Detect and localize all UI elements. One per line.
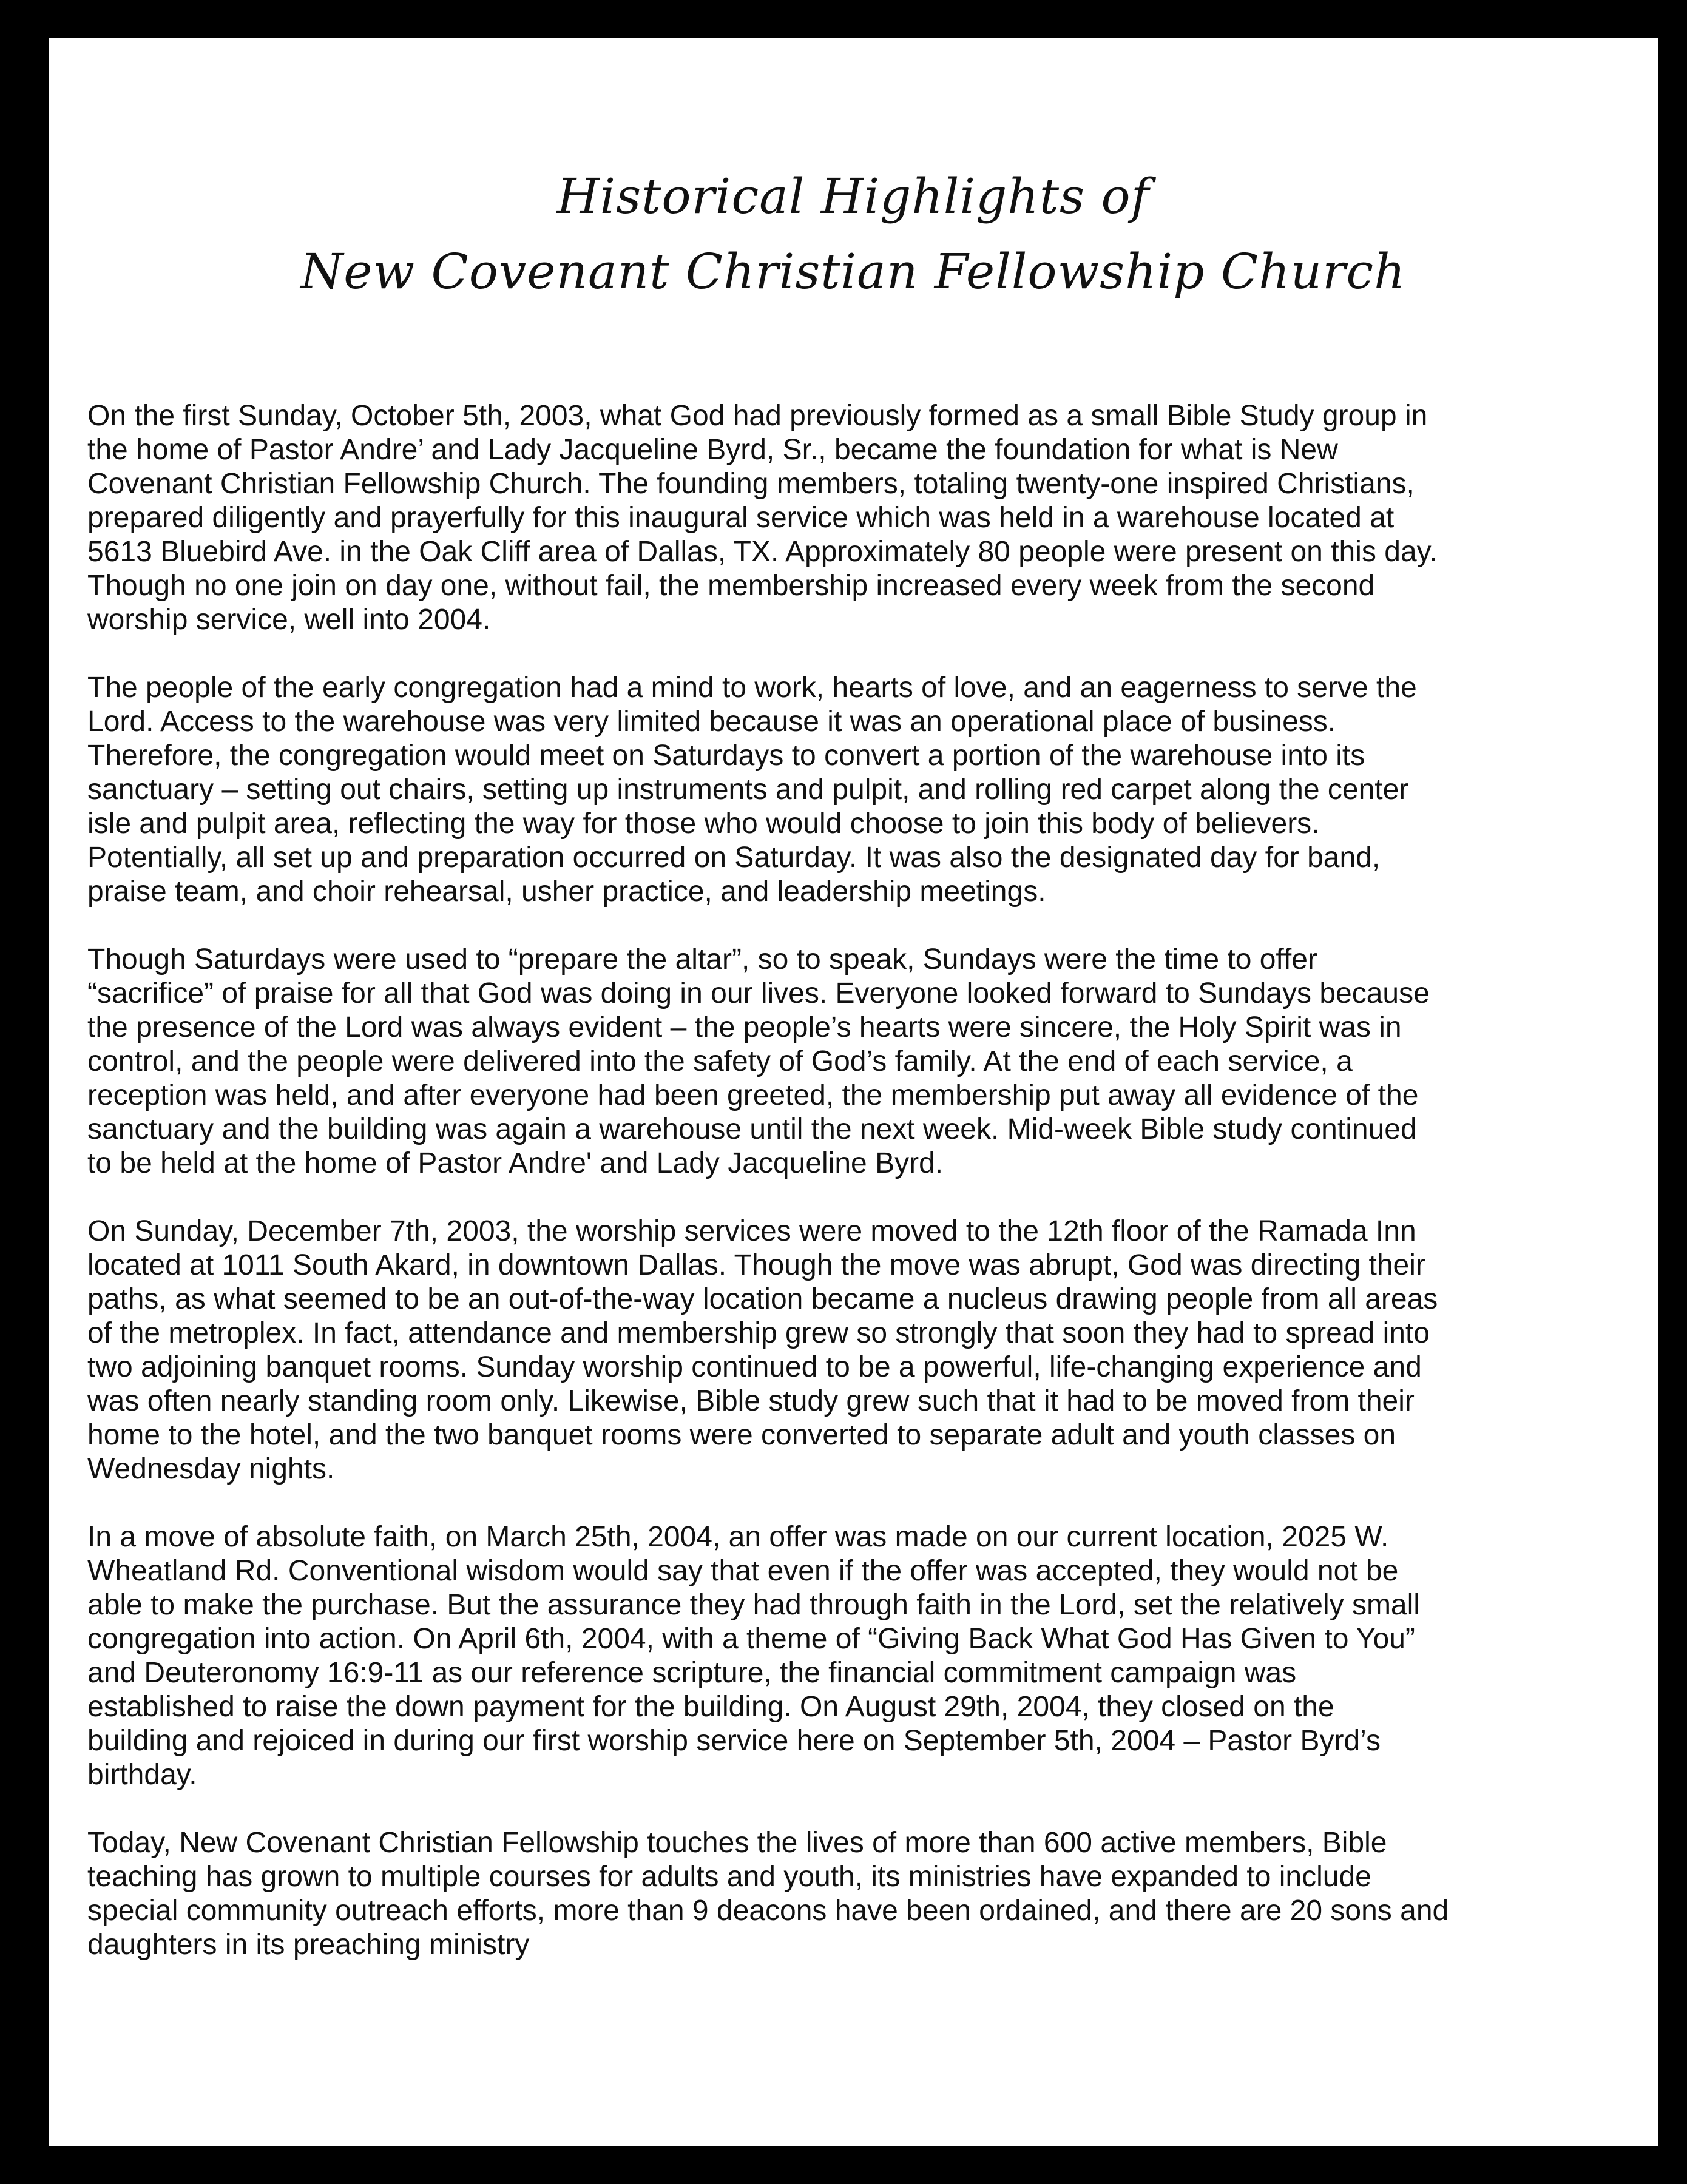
title-line-2: New Covenant Christian Fellowship Church — [300, 243, 1406, 300]
text-line: was often nearly standing room only. Likewise, Bible study grew such that it had to be moved from their — [87, 1385, 1415, 1417]
text-line: “sacrifice” of praise for all that God was doing in our lives. Everyone looked forward to Sundays because — [87, 977, 1430, 1009]
text-line: On the first Sunday, October 5th, 2003, what God had previously formed as a small Bible Study group in — [87, 400, 1428, 432]
text-line: The people of the early congregation had a mind to work, hearts of love, and an eagerness to serve the — [87, 672, 1417, 704]
text-line: In a move of absolute faith, on March 25th, 2004, an offer was made on our current location, 2025 W. — [87, 1521, 1389, 1553]
text-line: Potentially, all set up and preparation occurred on Saturday. It was also the designated day for band, — [87, 841, 1381, 874]
text-line: 5613 Bluebird Ave. in the Oak Cliff area of Dallas, TX. Approximately 80 people were present on this day. — [87, 536, 1438, 568]
document-title — [49, 159, 1658, 309]
text-line: of the metroplex. In fact, attendance and membership grew so strongly that soon they had to spread into — [87, 1317, 1430, 1349]
text-line: congregation into action. On April 6th, 2004, with a theme of “Giving Back What God Has Given to You” — [87, 1623, 1415, 1655]
text-line: reception was held, and after everyone had been greeted, the membership put away all evidence of the — [87, 1079, 1419, 1111]
text-line: sanctuary – setting out chairs, setting up instruments and pulpit, and rolling red carpet along the center — [87, 774, 1409, 806]
text-line: birthday. — [87, 1759, 197, 1791]
text-line: isle and pulpit area, reflecting the way for those who would choose to join this body of believers. — [87, 807, 1320, 840]
paragraph-2 — [87, 671, 1641, 909]
text-line: praise team, and choir rehearsal, usher practice, and leadership meetings. — [87, 875, 1046, 908]
text-line: sanctuary and the building was again a warehouse until the next week. Mid-week Bible study continued — [87, 1113, 1417, 1145]
text-line: teaching has grown to multiple courses for adults and youth, its ministries have expanded to include — [87, 1861, 1371, 1893]
text-line: On Sunday, December 7th, 2003, the worship services were moved to the 12th floor of the Ramada Inn — [87, 1215, 1416, 1247]
text-line: daughters in its preaching ministry — [87, 1929, 530, 1961]
document-page — [49, 38, 1658, 2146]
paragraph-6 — [87, 1826, 1641, 1962]
text-line: the presence of the Lord was always evident – the people’s hearts were sincere, the Holy Spirit was in — [87, 1011, 1402, 1043]
text-line: Wednesday nights. — [87, 1453, 335, 1485]
paragraph-4 — [87, 1215, 1641, 1486]
paragraph-3 — [87, 943, 1641, 1181]
paragraph-1 — [87, 399, 1641, 637]
text-line: established to raise the down payment for the building. On August 29th, 2004, they closed on the — [87, 1691, 1334, 1723]
paragraph-5 — [87, 1520, 1641, 1792]
text-line: the home of Pastor Andre’ and Lady Jacqueline Byrd, Sr., became the foundation for what is New — [87, 434, 1338, 466]
text-line: two adjoining banquet rooms. Sunday worship continued to be a powerful, life-changing experience and — [87, 1351, 1422, 1383]
text-line: home to the hotel, and the two banquet rooms were converted to separate adult and youth classes on — [87, 1419, 1396, 1451]
text-line: Lord. Access to the warehouse was very limited because it was an operational place of business. — [87, 706, 1336, 738]
text-line: Covenant Christian Fellowship Church. The founding members, totaling twenty-one inspired Christians, — [87, 468, 1415, 500]
text-line: Though Saturdays were used to “prepare the altar”, so to speak, Sundays were the time to offer — [87, 943, 1317, 976]
text-line: located at 1011 South Akard, in downtown Dallas. Though the move was abrupt, God was directing their — [87, 1249, 1425, 1281]
title-line-1: Historical Highlights of — [556, 168, 1150, 224]
text-line: Today, New Covenant Christian Fellowship touches the lives of more than 600 active members, Bible — [87, 1827, 1387, 1859]
text-line: special community outreach efforts, more than 9 deacons have been ordained, and there are 20 sons and — [87, 1895, 1449, 1927]
text-line: prepared diligently and prayerfully for this inaugural service which was held in a warehouse located at — [87, 502, 1395, 534]
text-line: worship service, well into 2004. — [87, 604, 491, 636]
text-line: Though no one join on day one, without fail, the membership increased every week from the second — [87, 570, 1375, 602]
text-line: able to make the purchase. But the assurance they had through faith in the Lord, set the relatively small — [87, 1589, 1420, 1621]
text-line: Wheatland Rd. Conventional wisdom would say that even if the offer was accepted, they would not be — [87, 1555, 1399, 1587]
text-line: and Deuteronomy 16:9-11 as our reference scripture, the financial commitment campaign was — [87, 1657, 1297, 1689]
document-body — [87, 399, 1641, 1996]
text-line: Therefore, the congregation would meet on Saturdays to convert a portion of the warehouse into its — [87, 740, 1365, 772]
text-line: building and rejoiced in during our first worship service here on September 5th, 2004 – Pastor Byrd’s — [87, 1725, 1381, 1757]
text-line: to be held at the home of Pastor Andre' and Lady Jacqueline Byrd. — [87, 1147, 944, 1179]
text-line: paths, as what seemed to be an out-of-the-way location became a nucleus drawing people from all areas — [87, 1283, 1438, 1315]
text-line: control, and the people were delivered into the safety of God’s family. At the end of each service, a — [87, 1045, 1353, 1077]
